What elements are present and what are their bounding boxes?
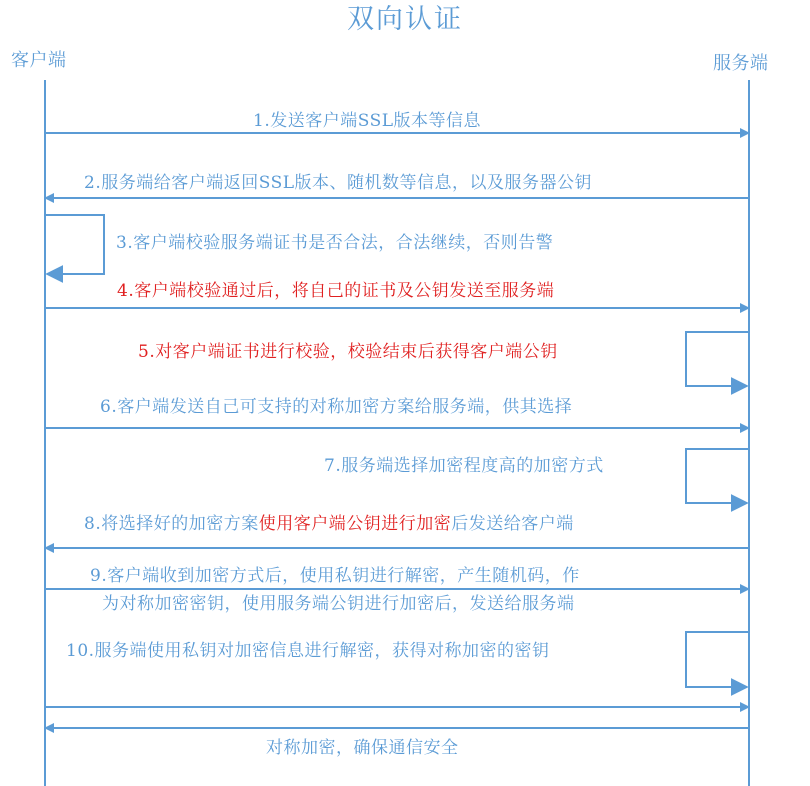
step-9-label-line-2: 为对称加密密钥，使用服务端公钥进行加密后，发送给服务端 <box>102 594 575 614</box>
step-8-label-start: 8.将选择好的加密方案 <box>84 514 259 534</box>
step-11-label: 对称加密，确保通信安全 <box>266 738 459 758</box>
step-7-label: 7.服务端选择加密程度高的加密方式 <box>324 456 604 476</box>
step-3-label: 3.客户端校验服务端证书是否合法，合法继续，否则告警 <box>116 233 554 253</box>
step-7-self-arrow <box>686 449 749 503</box>
step-4-label: 4.客户端校验通过后，将自己的证书及公钥发送至服务端 <box>117 281 555 301</box>
step-9-label-line-1: 9.客户端收到加密方式后，使用私钥进行解密，产生随机码，作 <box>90 566 580 586</box>
step-2-label: 2.服务端给客户端返回SSL版本、随机数等信息，以及服务器公钥 <box>84 173 593 193</box>
step-6-label: 6.客户端发送自己可支持的对称加密方案给服务端，供其选择 <box>100 397 573 417</box>
server-actor-label: 服务端 <box>713 53 769 74</box>
step-5-self-arrow <box>686 332 749 386</box>
step-10-label: 10.服务端使用私钥对加密信息进行解密，获得对称加密的密钥 <box>66 641 550 661</box>
step-10-self-arrow <box>686 632 749 687</box>
client-actor-label: 客户端 <box>11 50 67 71</box>
step-3-self-arrow <box>45 215 104 274</box>
step-8-label-end: 后发送给客户端 <box>451 514 574 534</box>
step-1-label: 1.发送客户端SSL版本等信息 <box>253 111 482 131</box>
page-title: 双向认证 <box>347 4 463 35</box>
step-5-label: 5.对客户端证书进行校验，校验结束后获得客户端公钥 <box>138 342 558 362</box>
step-8-label-highlight: 使用客户端公钥进行加密 <box>258 514 452 534</box>
step-8-label <box>84 513 574 535</box>
